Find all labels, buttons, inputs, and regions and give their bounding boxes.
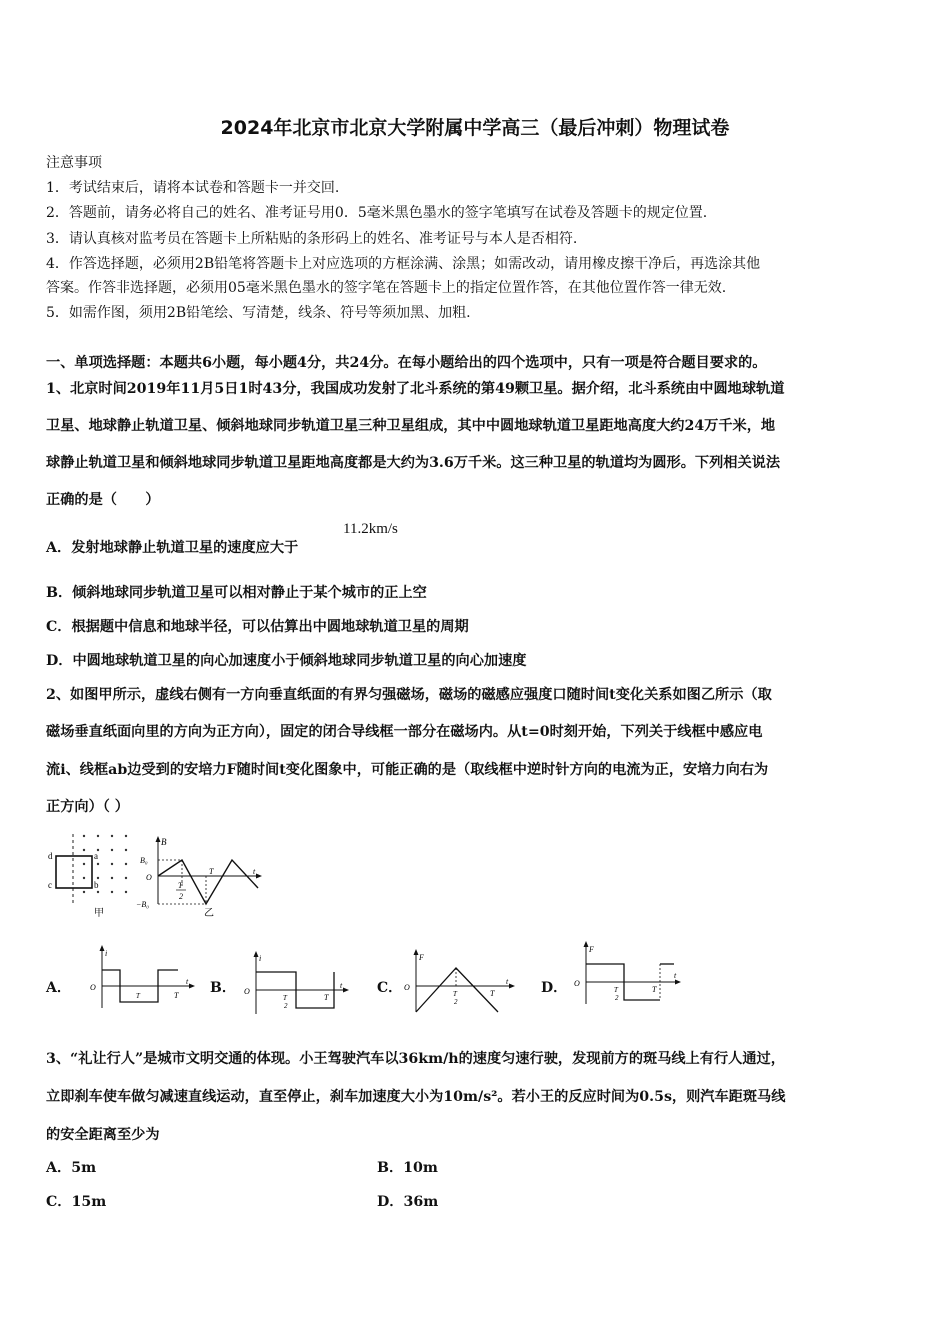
question-2-text: 2、如图甲所示，虚线右侧有一方向垂直纸面的有界匀强磁场，磁场的磁感应强度口随时间t变化关系如图乙所示（取: [46, 687, 772, 703]
tick-T: T: [490, 989, 495, 998]
label-b: b: [94, 880, 99, 890]
axis-origin: O: [90, 983, 96, 992]
axis-origin: O: [404, 983, 410, 992]
question-2-text: 正方向）（ ）: [46, 799, 129, 815]
question-2-option-c: C．: [377, 980, 403, 996]
tick-T-half: T: [136, 992, 140, 1000]
tick-T-half: T: [614, 986, 618, 994]
label-two: 2: [179, 892, 183, 901]
section-heading: 一、单项选择题：本题共6小题，每小题4分，共24分。在每小题给出的四个选项中，只有一项是符合题目要求的。: [46, 355, 767, 371]
notice-item: 1．考试结束后，请将本试卷和答题卡一并交回.: [46, 180, 340, 196]
question-2-text: 磁场垂直纸面向里的方向为正方向），固定的闭合导线框一部分在磁场内。从t=0时刻开始，下列关于线框中感应电: [46, 724, 763, 740]
question-2-option-d: D．: [541, 980, 568, 996]
question-1-text: 正确的是（ ）: [46, 492, 160, 508]
notice-heading: 注意事项: [46, 155, 102, 171]
axis-label-t: t: [340, 981, 343, 990]
axis-label-t: t: [186, 977, 189, 986]
question-1-text: 卫星、地球静止轨道卫星、倾斜地球同步轨道卫星三种卫星组成，其中中圆地球轨道卫星距地高度大约24万千米，地: [46, 418, 776, 434]
tick-T: T: [174, 991, 179, 1000]
axis-label-F: F: [419, 953, 424, 962]
label-jia: 甲: [94, 908, 104, 918]
question-3-text: 立即刹车使车做匀减速直线运动，直至停止，刹车加速度大小为10m/s²。若小王的反应时间为0.5s，则汽车距斑马线: [46, 1089, 786, 1105]
axis-origin: O: [244, 987, 250, 996]
question-1-option-d: D．中圆地球轨道卫星的向心加速度小于倾斜地球同步轨道卫星的向心加速度: [46, 653, 527, 669]
question-3-option-c: C．15m: [46, 1194, 107, 1210]
option-b-graph: [240, 950, 352, 1016]
figure-jia: [46, 830, 136, 918]
question-1-option-c: C．根据题中信息和地球半径，可以估算出中圆地球轨道卫星的周期: [46, 619, 469, 635]
notice-item: 2．答题前，请务必将自己的姓名、准考证号用0．5毫米黑色墨水的签字笔填写在试卷及答题卡的规定位置.: [46, 205, 708, 221]
axis-label-t: t: [506, 977, 509, 986]
question-3-option-a: A．5m: [46, 1160, 97, 1176]
question-1-option-b: B．倾斜地球同步轨道卫星可以相对静止于某个城市的正上空: [46, 585, 427, 601]
label-c: c: [48, 880, 52, 890]
question-1-text: 1、北京时间2019年11月5日1时43分，我国成功发射了北斗系统的第49颗卫星。据介绍，北斗系统由中圆地球轨道: [46, 381, 785, 397]
question-1-option-a: A．发射地球静止轨道卫星的速度应大于: [46, 540, 299, 556]
tick-two: 2: [615, 994, 619, 1002]
question-2-option-a: A．: [46, 980, 71, 996]
page-title: 2024年北京市北京大学附属中学高三（最后冲刺）物理试卷: [220, 117, 730, 139]
notice-item: 4．作答选择题，必须用2B铅笔将答题卡上对应选项的方框涂满、涂黑；如需改动，请用橡皮擦干净后，再选涂其他: [46, 256, 761, 272]
question-1-option-a-unit: 11.2km/s: [343, 521, 398, 537]
label-B: B: [161, 837, 167, 847]
label-d: d: [48, 851, 53, 861]
label-yi: 乙: [204, 908, 214, 918]
label-origin: O: [146, 873, 152, 882]
axis-origin: O: [574, 979, 580, 988]
question-1-text: 球静止轨道卫星和倾斜地球同步轨道卫星距地高度都是大约为3.6万千米。这三种卫星的轨道均为圆形。下列相关说法: [46, 455, 781, 471]
notice-item: 3．请认真核对监考员在答题卡上所粘贴的条形码上的姓名、准考证号与本人是否相符.: [46, 231, 578, 247]
question-2-text: 流i、线框ab边受到的安培力F随时间t变化图象中，可能正确的是（取线框中逆时针方向的电流为正，安培力向右为: [46, 762, 769, 778]
tick-two: 2: [284, 1002, 288, 1010]
notice-item: 答案。作答非选择题，必须用05毫米黑色墨水的签字笔在答题卡上的指定位置作答，在其他位置作答一律无效.: [46, 280, 727, 296]
axis-label-t: t: [674, 971, 677, 980]
label-a: a: [94, 851, 98, 861]
option-c-graph: [400, 948, 518, 1016]
tick-T: T: [324, 993, 329, 1002]
question-2-option-b: B．: [210, 980, 236, 996]
axis-label-i: i: [259, 954, 262, 963]
tick-T-half: T: [283, 994, 287, 1002]
tick-T-half: T: [453, 990, 457, 998]
label-T: T: [209, 867, 214, 876]
question-3-option-b: B．10m: [377, 1160, 438, 1176]
label-T-half: T: [178, 881, 183, 890]
question-3-option-d: D．36m: [377, 1194, 439, 1210]
question-3-text: 的安全距离至少为: [46, 1127, 160, 1143]
option-a-graph: [86, 944, 196, 1010]
notice-item: 5．如需作图，须用2B铅笔绘、写清楚，线条、符号等须加黑、加粗.: [46, 305, 471, 321]
label-negB0: −B₀: [136, 900, 150, 909]
option-d-graph: [570, 940, 686, 1006]
figure-yi: [136, 836, 266, 918]
tick-T: T: [652, 985, 657, 994]
question-3-text: 3、“礼让行人”是城市文明交通的体现。小王驾驶汽车以36km/h的速度匀速行驶，发现前方的斑马线上有行人通过，: [46, 1051, 785, 1067]
label-t: t: [253, 867, 256, 876]
tick-two: 2: [454, 998, 458, 1006]
label-B0: B₀: [140, 856, 148, 865]
axis-label-i: i: [105, 949, 108, 958]
axis-label-F: F: [589, 945, 594, 954]
